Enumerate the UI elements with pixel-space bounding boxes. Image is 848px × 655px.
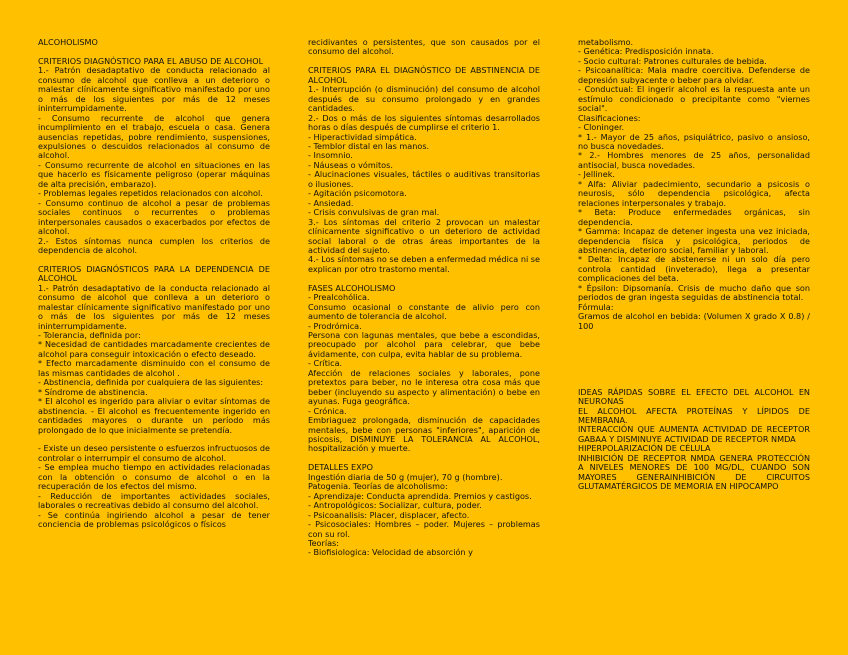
text-paragraph: - Náuseas o vómitos. bbox=[308, 159, 393, 170]
text-paragraph: Clasificaciones: bbox=[578, 112, 641, 123]
text-paragraph: - Tolerancia, definida por: bbox=[38, 330, 141, 341]
text-paragraph: 4.- Los síntomas no se deben a enfermedad médica ni se explican por otro trastorno mental. bbox=[308, 254, 540, 274]
text-paragraph: - Psicoanalisis: Placer, displacer, afecto. bbox=[308, 509, 470, 520]
text-paragraph: CRITERIOS PARA EL DIAGNÓSTICO DE ABSTINENCIA DE ALCOHOL bbox=[308, 65, 540, 85]
text-paragraph: EL ALCOHOL AFECTA PROTEÍNAS Y LÍPIDOS DE MEMBRANA. bbox=[578, 405, 810, 426]
text-paragraph: 1.- Patrón desadaptativo de conducta relacionado al consumo de alcohol que conlleva a un deterioro o malestar clínicamente significativo manifestado por uno o más de los siguientes por más de 12 meses ininterrumpidamente. bbox=[38, 65, 270, 114]
text-paragraph: * 1.- Mayor de 25 años, psiquiátrico, pasivo o ansioso, no busca novedades. bbox=[578, 131, 810, 151]
text-paragraph: - Consumo continuo de alcohol a pesar de problemas sociales continuos o recurrentes o problemas interpersonales causados o exacerbados por efectos de alcohol. bbox=[38, 197, 270, 237]
text-paragraph: - Hiperactividad simpática. bbox=[308, 131, 417, 142]
blank-line bbox=[578, 359, 810, 368]
text-paragraph: * Beta: Produce enfermedades orgánicas, sin dependencia. bbox=[578, 207, 810, 227]
blank-line bbox=[578, 350, 810, 359]
text-paragraph: - Abstinencia, definida por cualquiera de las siguientes: bbox=[38, 377, 264, 388]
text-paragraph: - Crónica. bbox=[308, 405, 347, 416]
text-paragraph: Embriaguez prolongada, disminución de capacidades mentales, bebe con personas "inferiores", aparición de psicosis, DISMINUYE LA TOLERANCIA AL ALCOHOL, hospitalización y muerte. bbox=[308, 415, 540, 454]
text-paragraph: 1.- Interrupción (o disminución) del consumo de alcohol después de su consumo prolongado y en grandes cantidades. bbox=[308, 84, 540, 114]
text-paragraph: Afección de relaciones sociales y laborales, pone pretextos para beber, no le interesa otra cosa más que beber (incluyendo su aspecto y alimentación) o bebe en ayunas. Fuga geográfica. bbox=[308, 367, 540, 407]
text-paragraph: INTERACCIÓN QUE AUMENTA ACTIVIDAD DE RECEPTOR GABAA Y DISMINUYE ACTIVIDAD DE RECEPTOR NMDA bbox=[578, 424, 810, 444]
text-paragraph: - Consumo recurrente de alcohol que genera incumplimiento en el trabajo, escuela o casa. Genera ausencias repetidas, pobre rendimiento, suspensiones, expulsiones o descuidos relacionados al consumo de alcohol. bbox=[38, 112, 270, 161]
text-paragraph: metabolismo. bbox=[578, 37, 634, 47]
text-paragraph: 2.- Estos síntomas nunca cumplen los criterios de dependencia de alcohol. bbox=[38, 235, 270, 255]
text-paragraph: - Cloninger. bbox=[578, 122, 625, 133]
text-paragraph: 3.- Los síntomas del criterio 2 provocan un malestar clínicamente significativo o un deterioro de actividad social laboral o de otras áreas importantes de la actividad del sujeto. bbox=[308, 216, 540, 255]
text-paragraph: - Consumo recurrente de alcohol en situaciones en las que hacerlo es físicamente peligroso (operar máquinas de alta precisión, embarazo). bbox=[38, 159, 270, 189]
text-paragraph: - Antropológicos: Socializar, cultura, poder. bbox=[308, 500, 482, 511]
text-paragraph: - Crisis convulsivas de gran mal. bbox=[308, 207, 440, 218]
text-paragraph: FASES ALCOHOLISMO bbox=[308, 282, 396, 293]
text-paragraph: INHIBICIÓN DE RECEPTOR NMDA GENERA PROTECCIÓN A NIVELES MENORES DE 100 MG/DL, CUANDO SON MAYORES GENERAINHIBICIÓN DE CIRCUITOS GLUTAMATÉRGICOS DE MEMORIA EN HIPOCAMPO bbox=[578, 452, 810, 492]
text-paragraph: - Insomnio. bbox=[308, 150, 353, 161]
text-paragraph: Teorías: bbox=[308, 537, 339, 548]
text-paragraph: recidivantes o persistentes, que son causados por el consumo del alcohol. bbox=[308, 37, 540, 57]
text-paragraph: * Síndrome de abstinencia. bbox=[38, 386, 148, 397]
text-paragraph: * Gamma: Incapaz de detener ingesta una vez iniciada, dependencia física y psicológica, periodos de abstinencia, deterioro social, familiar y laboral. bbox=[578, 226, 810, 255]
text-paragraph: Gramos de alcohol en bebida: (Volumen X grado X 0.8) / 100 bbox=[578, 311, 810, 331]
text-paragraph: CRITERIOS DIAGNÓSTICO PARA EL ABUSO DE ALCOHOL bbox=[38, 55, 264, 66]
text-paragraph: ALCOHOLISMO bbox=[38, 37, 98, 47]
text-paragraph: - Reducción de importantes actividades sociales, laborales o recreativas debido al consumo del alcohol. bbox=[38, 490, 270, 511]
text-paragraph: 2.- Dos o más de los siguientes síntomas desarrollados horas o días después de cumplirse el criterio 1. bbox=[308, 112, 540, 133]
text-paragraph: * Necesidad de cantidades marcadamente crecientes de alcohol para conseguir intoxicación o efecto deseado. bbox=[38, 339, 270, 359]
text-paragraph: DETALLES EXPO bbox=[308, 462, 373, 473]
text-paragraph: - Psicoanalítica: Mala madre coercitiva. Defenderse de depresión subyacente o beber para olvidar. bbox=[578, 65, 810, 85]
text-paragraph: - Prealcohólica. bbox=[308, 292, 370, 303]
text-paragraph: - Ansiedad. bbox=[308, 197, 354, 208]
text-paragraph: - Biofisiologica: Velocidad de absorción y bbox=[308, 547, 473, 558]
text-paragraph: - Existe un deseo persistente o esfuerzos infructuosos de controlar o interrumpir el consumo de alcohol. bbox=[38, 443, 270, 463]
text-paragraph: - Aprendizaje: Conducta aprendida. Premios y castigos. bbox=[308, 490, 532, 501]
text-paragraph: - Prodrómica. bbox=[308, 320, 362, 331]
text-paragraph: * Épsilon: Dipsomanía. Crisis de mucho daño que son periodos de gran ingesta seguidas de abstinencia total. bbox=[578, 282, 810, 303]
text-paragraph: Ingestión diaria de 50 g (mujer), 70 g (hombre). bbox=[308, 471, 503, 482]
text-paragraph: - Psicosociales: Hombres – poder. Mujeres – problemas con su rol. bbox=[308, 519, 540, 539]
text-paragraph: - Crítica. bbox=[308, 358, 343, 369]
text-paragraph: CRITERIOS DIAGNÓSTICOS PARA LA DEPENDENCIA DE ALCOHOL bbox=[38, 263, 270, 284]
text-paragraph: - Se continúa ingiriendo alcohol a pesar de tener conciencia de problemas psicológicos o físicos bbox=[38, 509, 270, 530]
text-paragraph: Persona con lagunas mentales, que bebe a escondidas, preocupado por alcohol para celebrar, que bebe ávidamente, con culpa, evita hablar de su problema. bbox=[308, 330, 540, 359]
column-middle bbox=[308, 38, 540, 558]
text-paragraph: 1.- Patrón desadaptativo de la conducta relacionado al consumo de alcohol que conlleva a un deterioro o malestar clínicamente significativo manifestado por uno o más de los siguientes por más de 12 meses ininterrumpidamente. bbox=[38, 282, 270, 331]
text-paragraph: - Se emplea mucho tiempo en actividades relacionadas con la obtención o consumo de alcohol o en la recuperación de los efectos del mismo. bbox=[38, 462, 270, 492]
text-paragraph: * El alcohol es ingerido para aliviar o evitar síntomas de abstinencia. - El alcohol es frecuentemente ingerido en cantidades mayores o durante un período más prolongado de lo que inicialmente se pretendía. bbox=[38, 396, 270, 435]
blank-line bbox=[578, 369, 810, 378]
text-paragraph: * 2.- Hombres menores de 25 años, personalidad antisocial, busca novedades. bbox=[578, 150, 810, 170]
blank-line bbox=[578, 331, 810, 340]
text-paragraph: - Conductual: El ingerir alcohol es la respuesta ante un estímulo condicionado o precipitante como "viernes social". bbox=[578, 84, 810, 114]
text-paragraph: - Genética: Predisposición innata. bbox=[578, 46, 714, 57]
text-paragraph: - Temblor distal en las manos. bbox=[308, 140, 430, 151]
column-left bbox=[38, 38, 270, 530]
text-paragraph: - Alucinaciones visuales, táctiles o auditivas transitorias o ilusiones. bbox=[308, 169, 540, 189]
text-paragraph: - Jellinek. bbox=[578, 169, 615, 180]
text-paragraph: * Alfa: Aliviar padecimiento, secundario a psicosis o neurosis, sólo dependencia psicológica, afecta relaciones interpersonales y trabajo. bbox=[578, 178, 810, 208]
blank-line bbox=[578, 340, 810, 349]
text-paragraph: Consumo ocasional o constante de alivio pero con aumento de tolerancia de alcohol. bbox=[308, 301, 540, 322]
column-right bbox=[578, 38, 810, 492]
text-paragraph: HIPERPOLARIZACIÓN DE CÉLULA bbox=[578, 443, 711, 454]
text-paragraph: - Agitación psicomotora. bbox=[308, 188, 407, 199]
text-paragraph: * Delta: Incapaz de abstenerse ni un solo día pero controla cantidad (inveterado), llega a presentar complicaciones del beta. bbox=[578, 254, 810, 284]
text-paragraph: Patogenia. Teorías de alcoholismo: bbox=[308, 481, 448, 492]
text-paragraph: - Problemas legales repetidos relacionados con alcohol. bbox=[38, 188, 263, 199]
text-paragraph: IDEAS RÁPIDAS SOBRE EL EFECTO DEL ALCOHOL EN NEURONAS bbox=[578, 386, 810, 407]
text-paragraph: - Socio cultural: Patrones culturales de bebida. bbox=[578, 55, 767, 66]
text-paragraph: * Efecto marcadamente disminuido con el consumo de las mismas cantidades de alcohol . bbox=[38, 358, 270, 378]
text-paragraph: Fórmula: bbox=[578, 301, 614, 312]
